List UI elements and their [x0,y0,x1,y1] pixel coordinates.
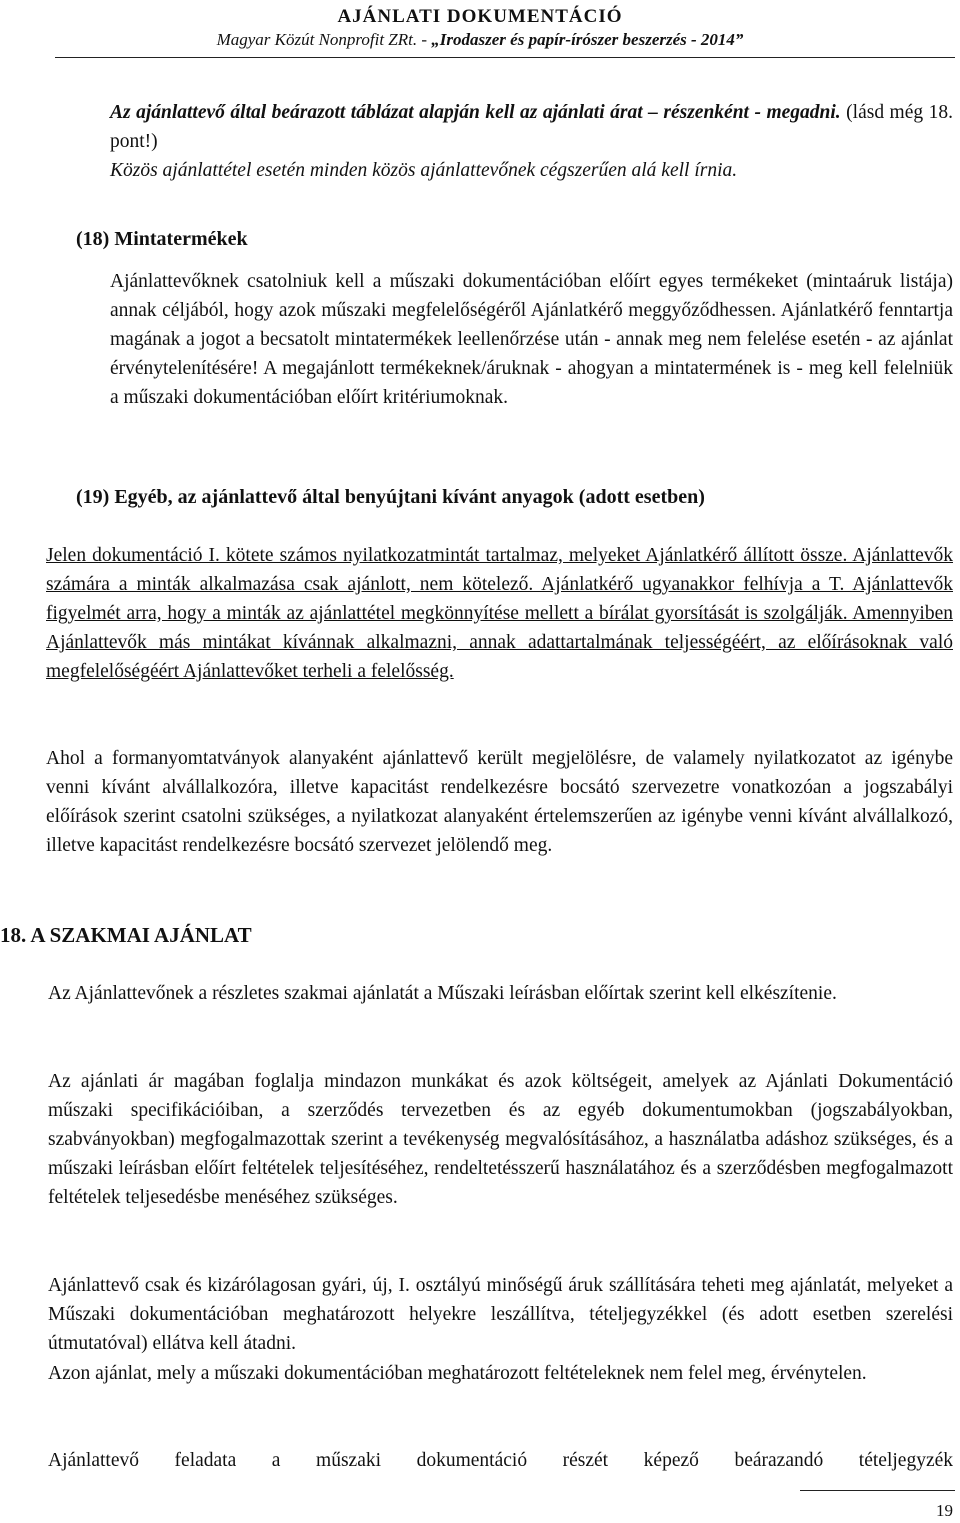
section-18-heading: (18) Mintatermékek [76,228,248,250]
chapter-18-paragraph-1: Az Ajánlattevőnek a részletes szakmai ajánlatát a Műszaki leírásban előírtak szerint kell elkészítenie. [48,983,837,1004]
chapter-18-paragraph-5: Ajánlattevő feladata a műszaki dokumentáció részét képező beárazandó tételjegyzék [48,1450,953,1471]
page-header [0,6,960,52]
document-subtitle [0,28,960,52]
footer-divider [800,1490,955,1491]
section-18-body: Ajánlattevőknek csatolniuk kell a műszaki dokumentációban előírt egyes termékeket (mintaáruk listája) annak céljából, hogy azok műszaki megfelelőségéről Ajánlatkérő meggyőződhessen. Ajánlatkérő fenntartja magának a jogot a becsatolt mintatermékek leellenőrzése után - annak meg nem felelése esetén - az ajánlat érvénytelenítésére! A megajánlott termékeknek/áruknak - ahogyan a mintatermének is - meg kell felelniük a műszaki dokumentációban előírt kritériumoknak. [110,271,953,408]
intro-bold-text: Az ajánlattevő által beárazott táblázat alapján kell az ajánlati árat – részenként - megadni. [110,102,841,123]
intro-paragraph [110,98,953,156]
subtitle-project: „Irodaszer és papír-írószer beszerzés - 2014” [431,30,744,49]
chapter-18-paragraph-4: Azon ajánlat, mely a műszaki dokumentációban meghatározott feltételeknek nem felel meg, érvénytelen. [48,1363,867,1384]
section-19-underlined-body: Jelen dokumentáció I. kötete számos nyilatkozatmintát tartalmaz, melyeket Ajánlatkérő állított össze. Ajánlattevők számára a minták alkalmazása csak ajánlott, nem kötelező. Ajánlatkérő ugyanakkor felhívja a T. Ajánlattevők figyelmét arra, hogy a minták az ajánlattétel megkönnyítése mellett a bírálat gyorsítását is szolgálják. Amennyiben Ajánlattevők más mintákat kívánnak alkalmazni, annak adattartalmának teljességéért, az előírásoknak való megfelelőségéért Ajánlattevőket terheli a felelősség. [46,545,953,682]
chapter-18-paragraph-3: Ajánlattevő csak és kizárólagosan gyári, új, I. osztályú minőségű áruk szállítására teheti meg ajánlatát, melyeket a Műszaki dokumentációban meghatározott helyekre leszállítva, tételjegyzékkel (és adott esetben szerelési útmutatóval) ellátva kell átadni. [48,1275,953,1354]
section-19-body: Ahol a formanyomtatványok alanyaként ajánlattevő került megjelölésre, de valamely nyilatkozatot az igénybe venni kívánt alvállalkozóra, illetve kapacitást rendelkezésre bocsátó szervezetre vonatkozóan a jogszabályi előírások szerint csatolni szükséges, a nyilatkozat alanyaként értelemszerűen az igénybe venni kívánt alvállalkozó, illetve kapacitást rendelkezésre bocsátó szervezet jelölendő meg. [46,748,953,856]
subtitle-org: Magyar Közút Nonprofit ZRt. - [216,30,432,49]
chapter-18-heading: 18. A SZAKMAI AJÁNLAT [0,923,252,947]
intro-reference-text: (lásd még 18. pont!) [110,102,954,152]
document-title: AJÁNLATI DOKUMENTÁCIÓ [337,6,623,27]
chapter-18-paragraph-2: Az ajánlati ár magában foglalja mindazon munkákat és azok költségeit, amelyek az Ajánlati Dokumentáció műszaki specifikációiban, a szerződés tervezetben és az egyéb dokumentumokban (jogszabályokban, szabványokban) megfogalmazottak szerint a tevékenység megvalósításához, a használatba adáshoz szükséges, és a műszaki leírásban előírt feltételek teljesítéséhez, rendeltetésszerű használatához és a szerződésben megfogalmazott feltételek teljesedésbe menéséhez szükséges. [48,1071,953,1208]
section-19-heading: (19) Egyéb, az ajánlattevő által benyújtani kívánt anyagok (adott esetben) [76,486,705,508]
joint-bid-paragraph: Közös ajánlattétel esetén minden közös ajánlattevőnek cégszerűen alá kell írnia. [110,160,738,181]
header-divider [55,57,955,58]
page-number: 19 [936,1501,953,1520]
